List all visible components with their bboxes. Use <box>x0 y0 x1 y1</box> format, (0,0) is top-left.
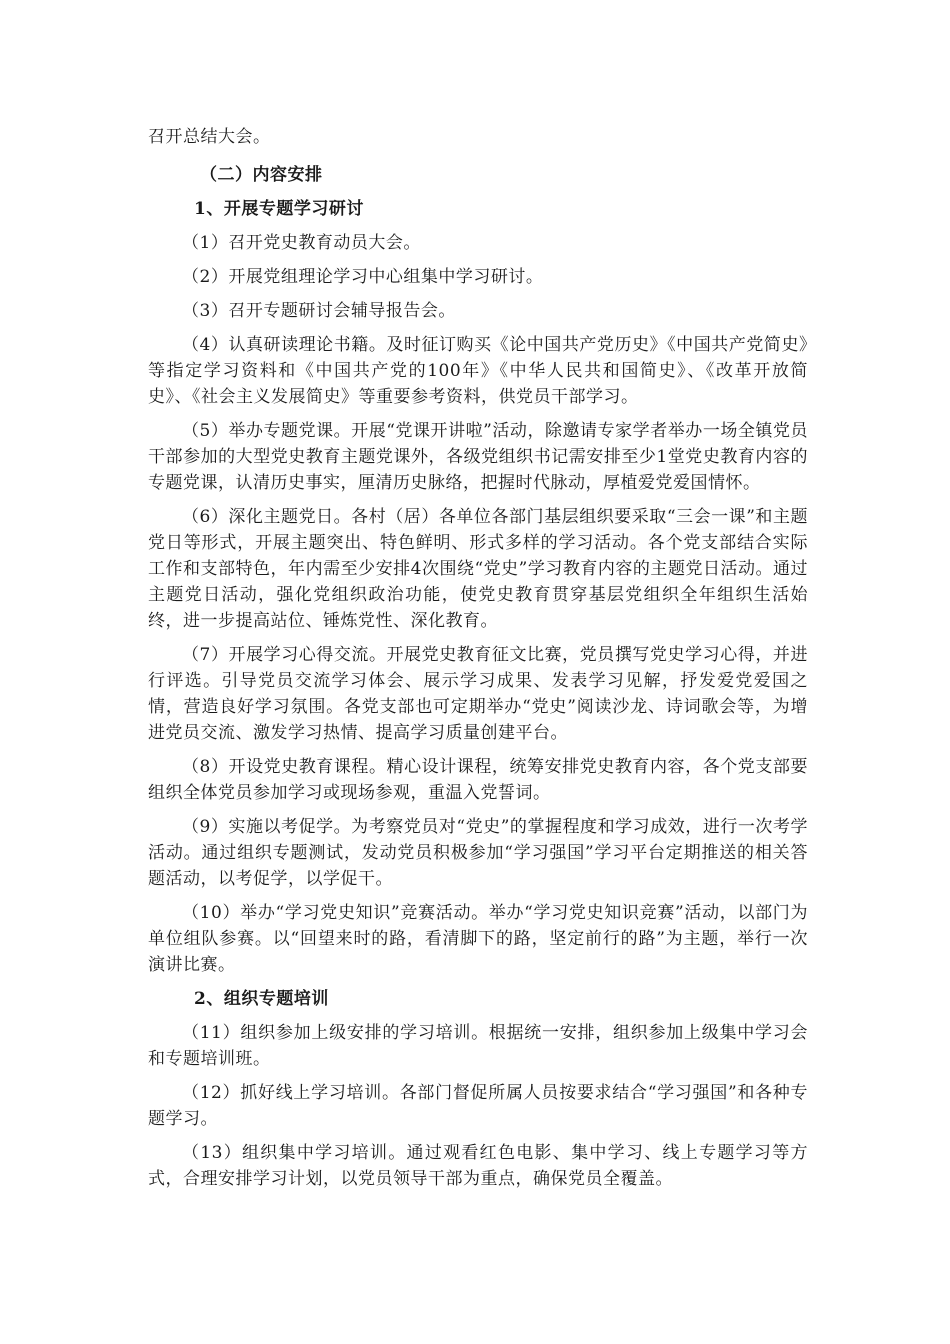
continuation-text: 召开总结大会。 <box>148 127 271 147</box>
list-item: （3）召开专题研讨会辅导报告会。 <box>182 301 456 321</box>
list-item: （10）举办“学习党史知识”竞赛活动。举办“学习党史知识竞赛”活动，以部门为单位组队参赛。以“回望来时的路，看清脚下的路，坚定前行的路”为主题，举行一次演讲比赛。 <box>148 903 808 975</box>
subsection-heading-study: 1、开展专题学习研讨 <box>194 199 364 219</box>
list-item: （8）开设党史教育课程。精心设计课程，统筹安排党史教育内容，各个党支部要组织全体党员参加学习或现场参观，重温入党誓词。 <box>148 757 808 803</box>
list-item: （9）实施以考促学。为考察党员对“党史”的掌握程度和学习成效，进行一次考学活动。通过组织专题测试，发动党员积极参加“学习强国”学习平台定期推送的相关答题活动，以考促学，以学促干。 <box>148 817 808 889</box>
list-item: （1）召开党史教育动员大会。 <box>182 233 421 253</box>
list-item: （6）深化主题党日。各村（居）各单位各部门基层组织要采取“三会一课”和主题党日等形式，开展主题突出、特色鲜明、形式多样的学习活动。各个党支部结合实际工作和支部特色，年内需至少安排4次围绕“党史”学习教育内容的主题党日活动。通过主题党日活动，强化党组织政治功能，使党史教育贯穿基层党组织全年组织生活始终，进一步提高站位、锤炼党性、深化教育。 <box>148 507 808 631</box>
list-item: （5）举办专题党课。开展“党课开讲啦”活动，除邀请专家学者举办一场全镇党员干部参加的大型党史教育主题党课外，各级党组织书记需安排至少1堂党史教育内容的专题党课，认清历史事实，厘清历史脉络，把握时代脉动，厚植爱党爱国情怀。 <box>148 421 808 493</box>
section-heading: （二）内容安排 <box>200 165 323 185</box>
list-item: （11）组织参加上级安排的学习培训。根据统一安排，组织参加上级集中学习会和专题培训班。 <box>148 1023 808 1069</box>
list-item: （7）开展学习心得交流。开展党史教育征文比赛，党员撰写党史学习心得，并进行评选。引导党员交流学习体会、展示学习成果、发表学习见解，抒发爱党爱国之情，营造良好学习氛围。各党支部也可定期举办“党史”阅读沙龙、诗词歌会等，为增进党员交流、激发学习热情、提高学习质量创建平台。 <box>148 645 808 743</box>
subsection-heading-training: 2、组织专题培训 <box>194 989 329 1009</box>
list-item: （13）组织集中学习培训。通过观看红色电影、集中学习、线上专题学习等方式，合理安排学习计划，以党员领导干部为重点，确保党员全覆盖。 <box>148 1143 808 1189</box>
document-body <box>148 124 808 1192</box>
list-item: （4）认真研读理论书籍。及时征订购买《论中国共产党历史》《中国共产党简史》等指定学习资料和《中国共产党的100年》《中华人民共和国简史》、《改革开放简史》、《社会主义发展简史》等重要参考资料，供党员干部学习。 <box>148 335 808 407</box>
list-item: （2）开展党组理论学习中心组集中学习研讨。 <box>182 267 544 287</box>
list-item: （12）抓好线上学习培训。各部门督促所属人员按要求结合“学习强国”和各种专题学习。 <box>148 1083 808 1129</box>
